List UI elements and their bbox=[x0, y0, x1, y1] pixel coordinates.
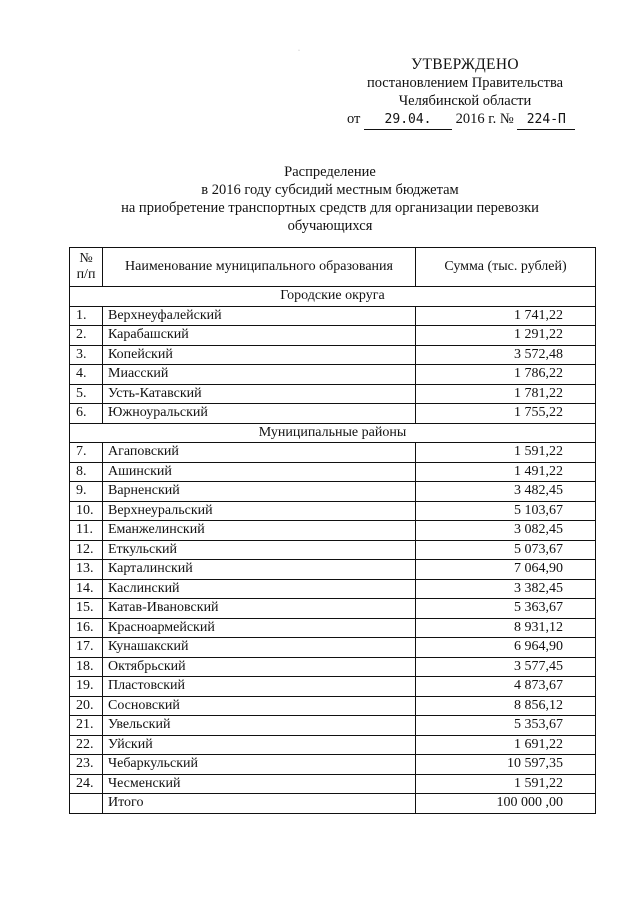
total-row bbox=[70, 794, 596, 814]
row-sum: 8 856,12 bbox=[416, 696, 596, 716]
row-number: 3. bbox=[70, 345, 103, 365]
row-name: Копейский bbox=[103, 345, 416, 365]
title-line-3: на приобретение транспортных средств для организации перевозки bbox=[121, 200, 539, 216]
row-name: Катав-Ивановский bbox=[103, 599, 416, 619]
row-sum: 6 964,90 bbox=[416, 638, 596, 658]
row-name: Каслинский bbox=[103, 579, 416, 599]
approval-year: 2016 г. № bbox=[455, 111, 514, 127]
approval-date: 29.04. bbox=[364, 111, 452, 130]
row-sum: 5 363,67 bbox=[416, 599, 596, 619]
row-name: Карталинский bbox=[103, 560, 416, 580]
row-number: 20. bbox=[70, 696, 103, 716]
row-sum: 1 741,22 bbox=[416, 306, 596, 326]
table-row bbox=[70, 443, 596, 463]
row-sum: 3 482,45 bbox=[416, 482, 596, 502]
approval-line-region: Челябинской области bbox=[398, 93, 532, 109]
table-row bbox=[70, 755, 596, 775]
row-name: Пластовский bbox=[103, 677, 416, 697]
row-sum: 3 082,45 bbox=[416, 521, 596, 541]
table-row bbox=[70, 599, 596, 619]
header-num-pp: п/п bbox=[76, 267, 96, 282]
row-number: 17. bbox=[70, 638, 103, 658]
row-number: 10. bbox=[70, 501, 103, 521]
approval-heading: УТВЕРЖДЕНО bbox=[411, 56, 519, 73]
row-name: Агаповский bbox=[103, 443, 416, 463]
row-number: 8. bbox=[70, 462, 103, 482]
row-name: Варненский bbox=[103, 482, 416, 502]
row-name: Сосновский bbox=[103, 696, 416, 716]
section-row-urban bbox=[70, 287, 596, 307]
row-sum: 1 591,22 bbox=[416, 774, 596, 794]
row-number: 18. bbox=[70, 657, 103, 677]
row-name: Усть-Катавский bbox=[103, 384, 416, 404]
row-name: Увельский bbox=[103, 716, 416, 736]
approval-number: 224-П bbox=[517, 111, 575, 130]
row-number: 15. bbox=[70, 599, 103, 619]
row-name: Верхнеуфалейский bbox=[103, 306, 416, 326]
row-number: 11. bbox=[70, 521, 103, 541]
row-sum: 7 064,90 bbox=[416, 560, 596, 580]
total-empty-cell bbox=[70, 794, 103, 814]
header-name: Наименование муниципального образования bbox=[103, 248, 416, 287]
row-sum: 1 691,22 bbox=[416, 735, 596, 755]
document-title bbox=[60, 163, 600, 235]
header-num-sign: № bbox=[79, 251, 93, 266]
total-label: Итого bbox=[103, 794, 416, 814]
table-row bbox=[70, 657, 596, 677]
title-line-4: обучающихся bbox=[287, 218, 373, 234]
row-sum: 8 931,12 bbox=[416, 618, 596, 638]
table-row bbox=[70, 501, 596, 521]
row-name: Карабашский bbox=[103, 326, 416, 346]
header-sum: Сумма (тыс. рублей) bbox=[416, 248, 596, 287]
row-name: Верхнеуральский bbox=[103, 501, 416, 521]
table-row bbox=[70, 306, 596, 326]
row-name: Чебаркульский bbox=[103, 755, 416, 775]
row-sum: 1 781,22 bbox=[416, 384, 596, 404]
row-number: 24. bbox=[70, 774, 103, 794]
table-body bbox=[70, 287, 596, 814]
row-number: 9. bbox=[70, 482, 103, 502]
table-row bbox=[70, 384, 596, 404]
table-row bbox=[70, 774, 596, 794]
row-name: Красноармейский bbox=[103, 618, 416, 638]
row-sum: 1 755,22 bbox=[416, 404, 596, 424]
row-sum: 5 353,67 bbox=[416, 716, 596, 736]
approval-from-label: от bbox=[347, 111, 361, 127]
row-name: Еманжелинский bbox=[103, 521, 416, 541]
row-number: 7. bbox=[70, 443, 103, 463]
header-num bbox=[70, 248, 103, 287]
table-row bbox=[70, 326, 596, 346]
table-row bbox=[70, 365, 596, 385]
table-row bbox=[70, 540, 596, 560]
row-sum: 4 873,67 bbox=[416, 677, 596, 697]
scan-speck: · bbox=[298, 48, 300, 54]
section-heading: Городские округа bbox=[70, 287, 596, 307]
row-name: Октябрьский bbox=[103, 657, 416, 677]
table-row bbox=[70, 618, 596, 638]
table-row bbox=[70, 716, 596, 736]
row-sum: 3 577,45 bbox=[416, 657, 596, 677]
row-number: 21. bbox=[70, 716, 103, 736]
table-row bbox=[70, 560, 596, 580]
table-row bbox=[70, 677, 596, 697]
row-number: 12. bbox=[70, 540, 103, 560]
row-number: 4. bbox=[70, 365, 103, 385]
title-line-2: в 2016 году субсидий местным бюджетам bbox=[201, 182, 459, 198]
row-number: 19. bbox=[70, 677, 103, 697]
table-row bbox=[70, 638, 596, 658]
row-number: 13. bbox=[70, 560, 103, 580]
section-heading: Муниципальные районы bbox=[70, 423, 596, 443]
table-row bbox=[70, 696, 596, 716]
table-row bbox=[70, 735, 596, 755]
row-sum: 1 786,22 bbox=[416, 365, 596, 385]
row-name: Миасский bbox=[103, 365, 416, 385]
row-sum: 1 491,22 bbox=[416, 462, 596, 482]
row-name: Чесменский bbox=[103, 774, 416, 794]
row-sum: 1 291,22 bbox=[416, 326, 596, 346]
row-sum: 10 597,35 bbox=[416, 755, 596, 775]
subsidy-table bbox=[69, 247, 596, 814]
row-name: Уйский bbox=[103, 735, 416, 755]
row-name: Кунашакский bbox=[103, 638, 416, 658]
table-row bbox=[70, 404, 596, 424]
section-row-districts bbox=[70, 423, 596, 443]
approval-stamp bbox=[330, 56, 600, 130]
row-number: 14. bbox=[70, 579, 103, 599]
row-number: 5. bbox=[70, 384, 103, 404]
row-number: 2. bbox=[70, 326, 103, 346]
row-sum: 3 572,48 bbox=[416, 345, 596, 365]
row-sum: 5 073,67 bbox=[416, 540, 596, 560]
approval-date-line bbox=[330, 110, 600, 130]
table-row bbox=[70, 579, 596, 599]
row-number: 16. bbox=[70, 618, 103, 638]
row-sum: 1 591,22 bbox=[416, 443, 596, 463]
row-number: 6. bbox=[70, 404, 103, 424]
table-header-row bbox=[70, 248, 596, 287]
row-name: Еткульский bbox=[103, 540, 416, 560]
row-name: Южноуральский bbox=[103, 404, 416, 424]
row-number: 1. bbox=[70, 306, 103, 326]
table-row bbox=[70, 462, 596, 482]
row-number: 23. bbox=[70, 755, 103, 775]
table-row bbox=[70, 521, 596, 541]
table-row bbox=[70, 482, 596, 502]
total-sum: 100 000 ,00 bbox=[416, 794, 596, 814]
table-row bbox=[70, 345, 596, 365]
approval-line-resolution: постановлением Правительства bbox=[366, 75, 564, 91]
row-sum: 3 382,45 bbox=[416, 579, 596, 599]
row-name: Ашинский bbox=[103, 462, 416, 482]
row-number: 22. bbox=[70, 735, 103, 755]
row-sum: 5 103,67 bbox=[416, 501, 596, 521]
title-line-1: Распределение bbox=[284, 164, 376, 180]
